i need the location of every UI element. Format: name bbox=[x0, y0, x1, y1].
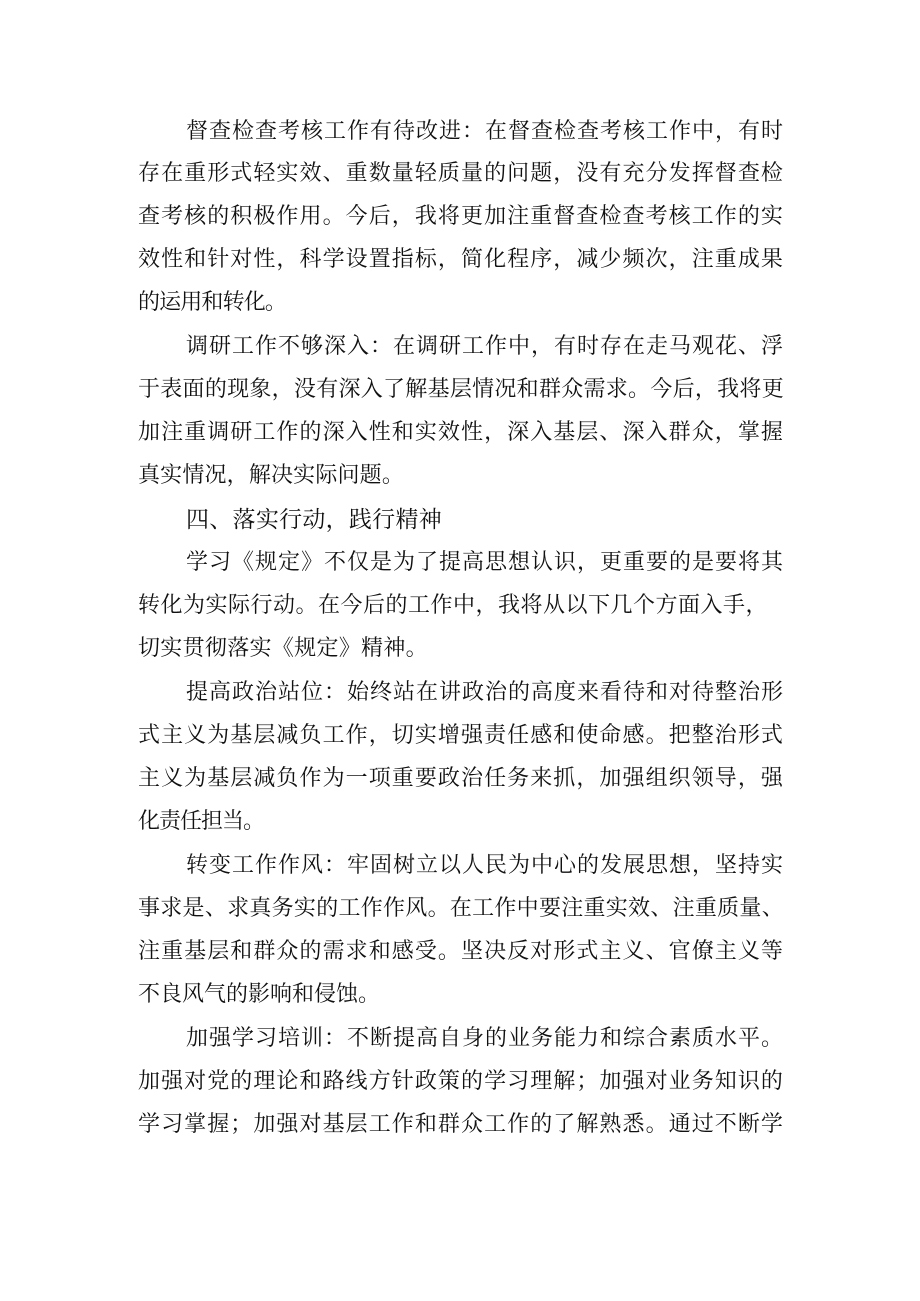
document-page: 督查检查考核工作有待改进：在督查检查考核工作中，有时 存在重形式轻实效、重数量轻质量的问题，没有充分发挥督查检 查考核的积极作用。今后，我将更加注重督查检查考核工作的实 效性和针对性，科学设置指标，简化程序，减少频次，注重成果 的运用和转化。 调研工作不够深入：在调研工作中，有时存在走马观花、浮 于表面的现象，没有深入了解基层情况和群众需求。今后，我将更 加注重调研工作的深入性和实效性，深入基层、深入群众，掌握 真实情况，解决实际问题。 四、落实行动，践行精神 学习《规定》不仅是为了提高思想认识，更重要的是要将其 转化为实际行动。在今后的工作中，我将从以下几个方面入手， 切实贯彻落实《规定》精神。 提高政治站位：始终站在讲政治的高度来看待和对待整治形 式主义为基层减负工作，切实增强责任感和使命感。把整治形式 主义为基层减负作为一项重要政治任务来抓，加强组织领导，强 化责任担当。 转变工作作风：牢固树立以人民为中心的发展思想，坚持实 事求是、求真务实的工作作风。在工作中要注重实效、注重质量、 注重基层和群众的需求和感受。坚决反对形式主义、官僚主义等 不良风气的影响和侵蚀。 加强学习培训：不断提高自身的业务能力和综合素质水平。 加强对党的理论和路线方针政策的学习理解；加强对业务知识的 学习掌握；加强对基层工作和群众工作的了解熟悉。通过不断学 bbox=[138, 119, 784, 1137]
